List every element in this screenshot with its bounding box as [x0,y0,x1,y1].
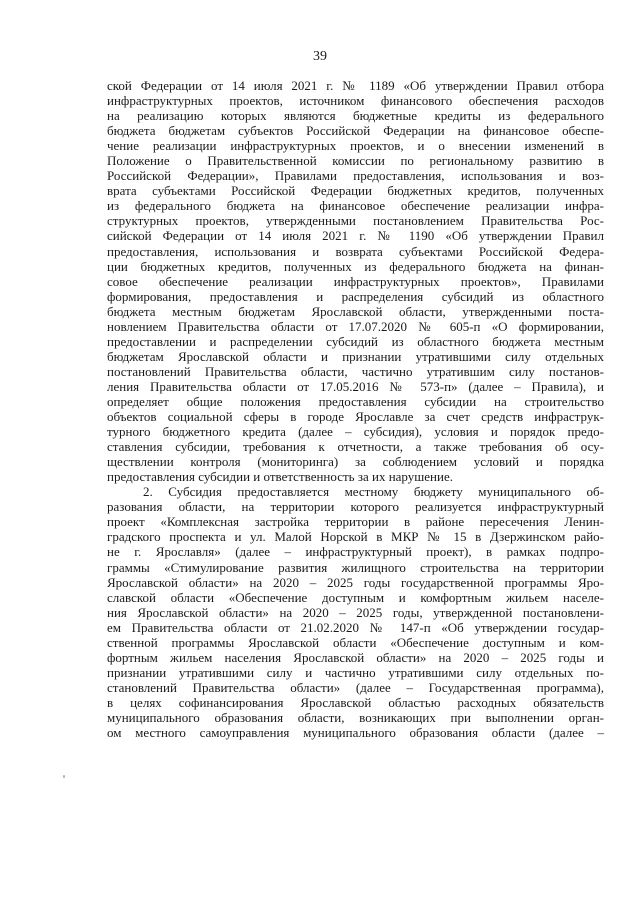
text-line: градского проспекта и ул. Малой Норской в МКР № 15 в Дзержинском райо- [107,529,604,545]
text-line: постановлений Правительства области, частично утратившим силу постанов- [107,363,604,379]
text-line: признании утратившими силу и частично утратившими силу отдельных по- [107,664,604,680]
text-line: формирования, предоставления и распределения субсидий из областного [107,288,604,304]
text-line: ния Ярославской области» на 2020 – 2025 годы, утвержденной постановлени- [107,604,604,620]
text-line: ской Федерации от 14 июля 2021 г. № 1189 «Об утверждении Правил отбора [107,78,604,93]
text-line: бюджетам Ярославской области и признании утратившими силу отдельных [107,348,604,364]
text-line: Положение о Правительственной комиссии по региональному развитию в [107,153,604,169]
text-line: врата субъектами Российской Федерации бюджетных кредитов, полученных [107,183,604,199]
text-line: чение реализации инфраструктурных проектов, и о внесении изменений в [107,138,604,154]
text-line: предоставлении и распределении субсидий из областного бюджета местным [107,333,604,349]
text-line: ществлении контроля (мониторинга) за соблюдением условий и порядка [107,454,604,470]
text-line: Ярославской области» на 2020 – 2025 годы государственной программы Яро- [107,574,604,590]
text-line: ем Правительства области от 21.02.2020 № 147-п «Об утверждении государ- [107,619,604,635]
text-line: из федерального бюджета на финансовое обеспечение реализации инфра- [107,198,604,214]
paragraph-start-line: 2. Субсидия предоставляется местному бюджету муниципального об- [143,484,604,500]
page-number: 39 [313,49,327,64]
text-line: проект «Комплексная застройка территории в районе пересечения Ленин- [107,514,604,530]
text-line: муниципального образования области, возникающих при выполнении орган- [107,709,604,725]
text-line: бюджета местным бюджетам Ярославской области, утвержденными поста- [107,303,604,319]
scan-speck [63,775,65,778]
text-line: разования области, на территории которого реализуется инфраструктурный [107,499,604,515]
text-line: бюджета бюджетам субъектов Российской Федерации на финансовое обеспе- [107,123,604,139]
text-line: турного бюджетного кредита (далее – субсидия), условия и порядок предо- [107,424,604,440]
text-line: ления Правительства области от 17.05.2016 № 573-п» (далее – Правила), и [107,378,604,394]
text-line: совое обеспечение реализации инфраструктурных проектов», Правилами [107,273,604,289]
text-line: ственной программы Ярославской области «Обеспечение доступным и ком- [107,634,604,650]
text-line: славской области «Обеспечение доступным и комфортным жильем населе- [107,589,604,605]
text-line: ом местного самоуправления муниципального образования области (далее – [107,725,604,741]
text-line: ции бюджетных кредитов, полученных из федерального бюджета на финан- [107,258,604,274]
text-line: объектов социальной сферы в городе Ярославле за счет средств инфраструк- [107,409,604,425]
text-line: в целях софинансирования Ярославской областью расходных обязательств [107,694,604,710]
paragraph-end-line: предоставления субсидии и ответственность за их нарушение. [107,469,453,485]
text-line: Российской Федерации», Правилами предоставления, использования и воз- [107,168,604,184]
text-line: на реализацию которых являются бюджетные кредиты из федерального [107,108,604,124]
text-line: граммы «Стимулирование развития жилищного строительства на территории [107,559,604,575]
text-line: определяет общие положения предоставления субсидии на строительство [107,393,604,409]
text-line: фортным жильем населения Ярославской области» на 2020 – 2025 годы и [107,649,604,665]
text-line: сийской Федерации от 14 июля 2021 г. № 1190 «Об утверждении Правил [107,228,604,244]
text-line: становлений Правительства области» (далее – Государственная программа), [107,679,604,695]
text-line: новлением Правительства области от 17.07.2020 № 605-п «О формировании, [107,318,604,334]
text-line: ставления субсидии, требования к отчетности, а также требования об осу- [107,439,604,455]
text-line: предоставления, использования и возврата субъектами Российской Федера- [107,243,604,259]
text-line: инфраструктурных проектов, источником финансового обеспечения расходов [107,93,604,109]
document-body [107,78,604,740]
text-line: не г. Ярославля» (далее – инфраструктурный проект), в рамках подпро- [107,544,604,560]
text-line: структурных проектов, утвержденными постановлением Правительства Рос- [107,213,604,229]
